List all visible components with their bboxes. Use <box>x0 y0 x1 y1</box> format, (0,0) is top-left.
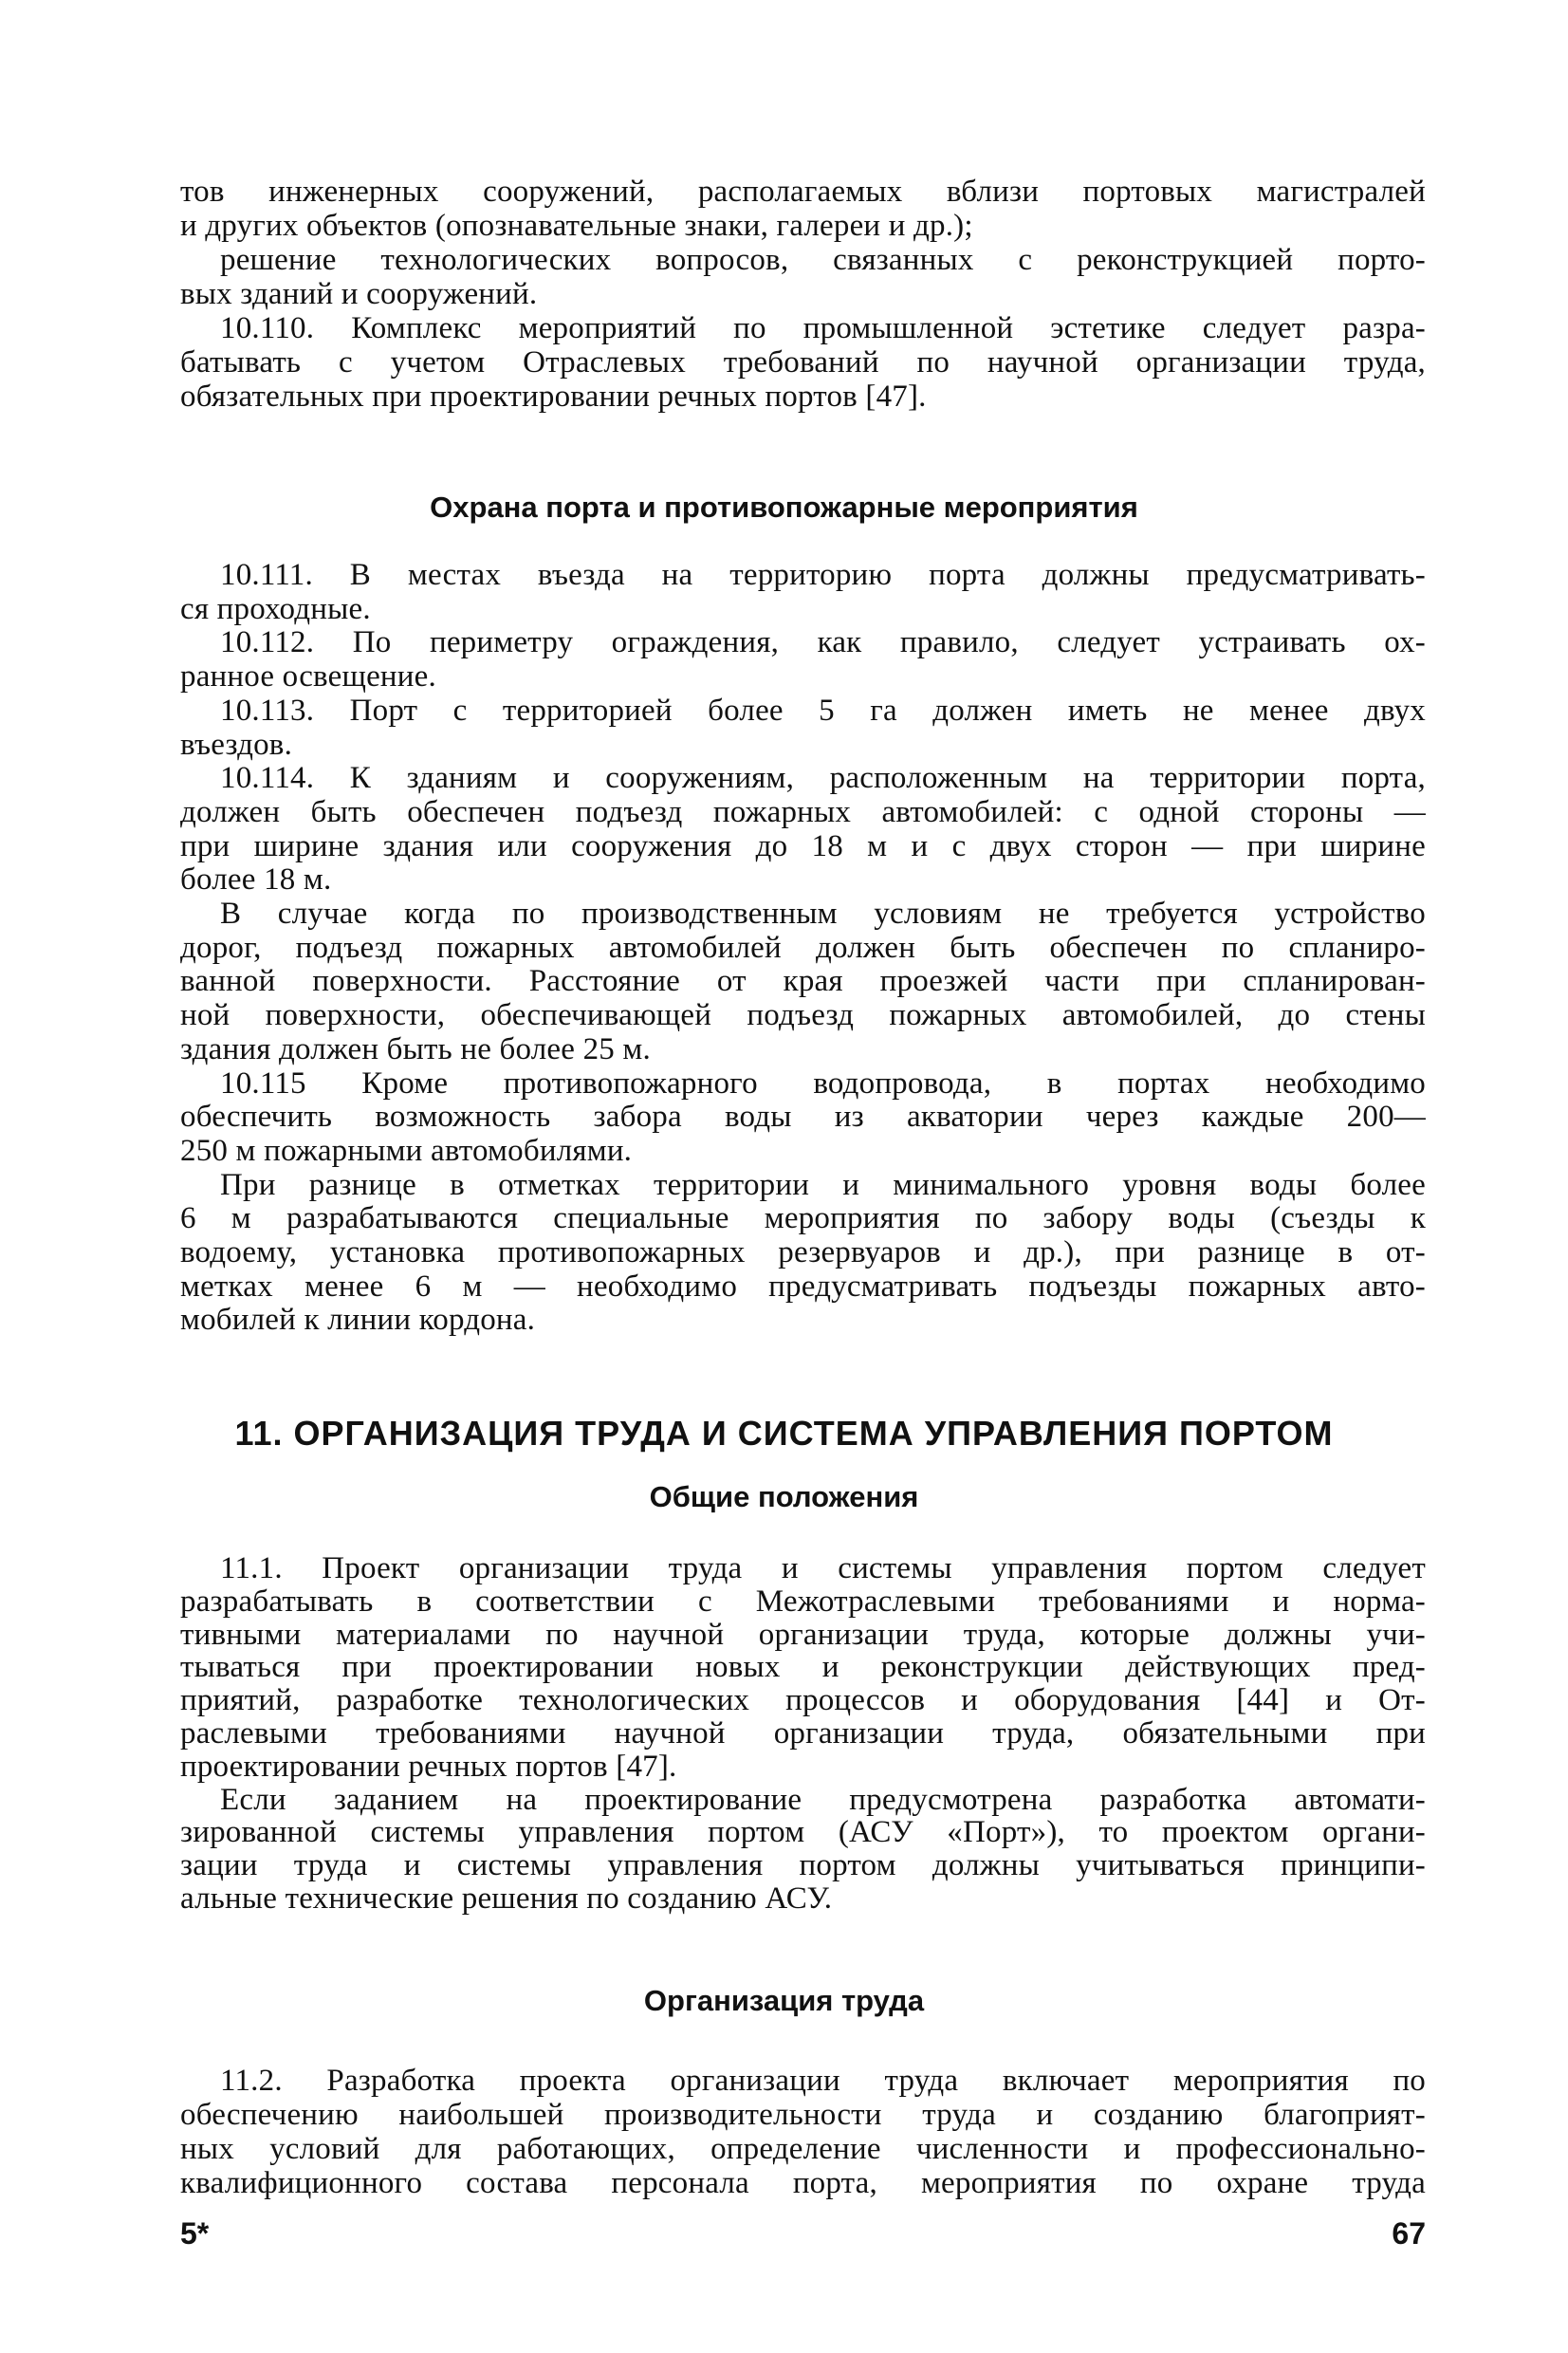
text-line: квалифиционного состава персонала порта, мероприятия по охране труда <box>180 2166 1426 2200</box>
text-line: здания должен быть не более 25 м. <box>180 1031 651 1066</box>
text-line: обеспечить возможность забора воды из акватории через каждые 200— <box>180 1100 1426 1135</box>
text-line: 11.1. Проект организации труда и системы управления портом следует <box>220 1551 1426 1585</box>
text-line: альные технические решения по созданию АСУ. <box>180 1881 833 1916</box>
text-line: решение технологических вопросов, связанных с реконструкцией порто- <box>220 243 1426 277</box>
text-line: зации труда и системы управления портом должны учитываться принципи- <box>180 1848 1426 1883</box>
text-line: раслевыми требованиями научной организации труда, обязательными при <box>180 1716 1426 1751</box>
text-line: обязательных при проектировании речных портов [47]. <box>180 380 927 414</box>
text-line: ванной поверхности. Расстояние от края проезжей части при спланирован- <box>180 964 1426 999</box>
text-line: приятий, разработке технологических процессов и оборудования [44] и От- <box>180 1683 1426 1718</box>
section-heading-port-security: Охрана порта и противопожарные мероприятия <box>430 491 1138 524</box>
section-heading-labor: Организация труда <box>643 1984 925 2017</box>
text-line: 10.113. Порт с территорией более 5 га должен иметь не менее двух <box>220 693 1426 728</box>
text-line: при ширине здания или сооружения до 18 м и с двух сторон — при ширине <box>180 828 1426 863</box>
section-heading-general: Общие положения <box>649 1480 919 1513</box>
signature-mark: 5* <box>180 2216 210 2251</box>
text-line: Если заданием на проектирование предусмотрена разработка автомати- <box>220 1782 1426 1817</box>
text-line: 10.110. Комплекс мероприятий по промышленной эстетике следует разра- <box>220 311 1426 345</box>
text-line: тов инженерных сооружений, располагаемых вблизи портовых магистралей <box>180 175 1426 209</box>
text-line: проектировании речных портов [47]. <box>180 1749 677 1784</box>
text-line: водоему, установка противопожарных резервуаров и др.), при разнице в от- <box>180 1235 1426 1269</box>
text-line: 10.111. В местах въезда на территорию порта должны предусматривать- <box>220 558 1426 592</box>
chapter-heading: 11. ОРГАНИЗАЦИЯ ТРУДА И СИСТЕМА УПРАВЛЕНИЯ ПОРТОМ <box>234 1414 1334 1453</box>
text-line: 10.115 Кроме противопожарного водопровода, в портах необходимо <box>220 1065 1426 1101</box>
text-line: тивными материалами по научной организации труда, которые должны учи- <box>180 1617 1426 1652</box>
text-line: дорог, подъезд пожарных автомобилей должен быть обеспечен по спланиро- <box>180 930 1426 965</box>
text-line: 10.114. К зданиям и сооружениям, расположенным на территории порта, <box>220 761 1426 796</box>
text-line: вых зданий и сооружений. <box>180 277 538 311</box>
text-line: 11.2. Разработка проекта организации труда включает мероприятия по <box>220 2064 1426 2098</box>
text-line: и других объектов (опознавательные знаки, галереи и др.); <box>180 209 973 243</box>
text-line: мобилей к линии кордона. <box>180 1303 536 1338</box>
text-line: В случае когда по производственным условиям не требуется устройство <box>220 897 1426 931</box>
text-line: ранное освещение. <box>180 659 436 695</box>
text-line: ся проходные. <box>180 591 371 626</box>
text-line: 10.112. По периметру ограждения, как правило, следует устраивать ох- <box>220 625 1426 660</box>
text-line: 6 м разрабатываются специальные мероприятия по забору воды (съезды к <box>180 1201 1426 1236</box>
text-line: ной поверхности, обеспечивающей подъезд пожарных автомобилей, до стены <box>180 998 1426 1033</box>
text-line: батывать с учетом Отраслевых требований по научной организации труда, <box>180 345 1426 380</box>
text-line: При разнице в отметках территории и минимального уровня воды более <box>220 1167 1426 1202</box>
text-line: разрабатывать в соответствии с Межотраслевыми требованиями и норма- <box>180 1584 1426 1619</box>
text-line: тываться при проектировании новых и реконструкции действующих пред- <box>180 1650 1426 1685</box>
text-line: зированной системы управления портом (АСУ «Порт»), то проектом органи- <box>180 1815 1426 1850</box>
page-number: 67 <box>1392 2216 1426 2251</box>
text-line: метках менее 6 м — необходимо предусматривать подъезды пожарных авто- <box>180 1269 1426 1304</box>
text-line: 250 м пожарными автомобилями. <box>180 1133 633 1168</box>
text-line: более 18 м. <box>180 862 332 898</box>
text-line: въездов. <box>180 727 293 762</box>
text-line: ных условий для работающих, определение численности и профессионально- <box>180 2132 1426 2166</box>
text-line: обеспечению наибольшей производительности труда и созданию благоприят- <box>180 2098 1426 2132</box>
text-line: должен быть обеспечен подъезд пожарных автомобилей: с одной стороны — <box>180 794 1426 829</box>
